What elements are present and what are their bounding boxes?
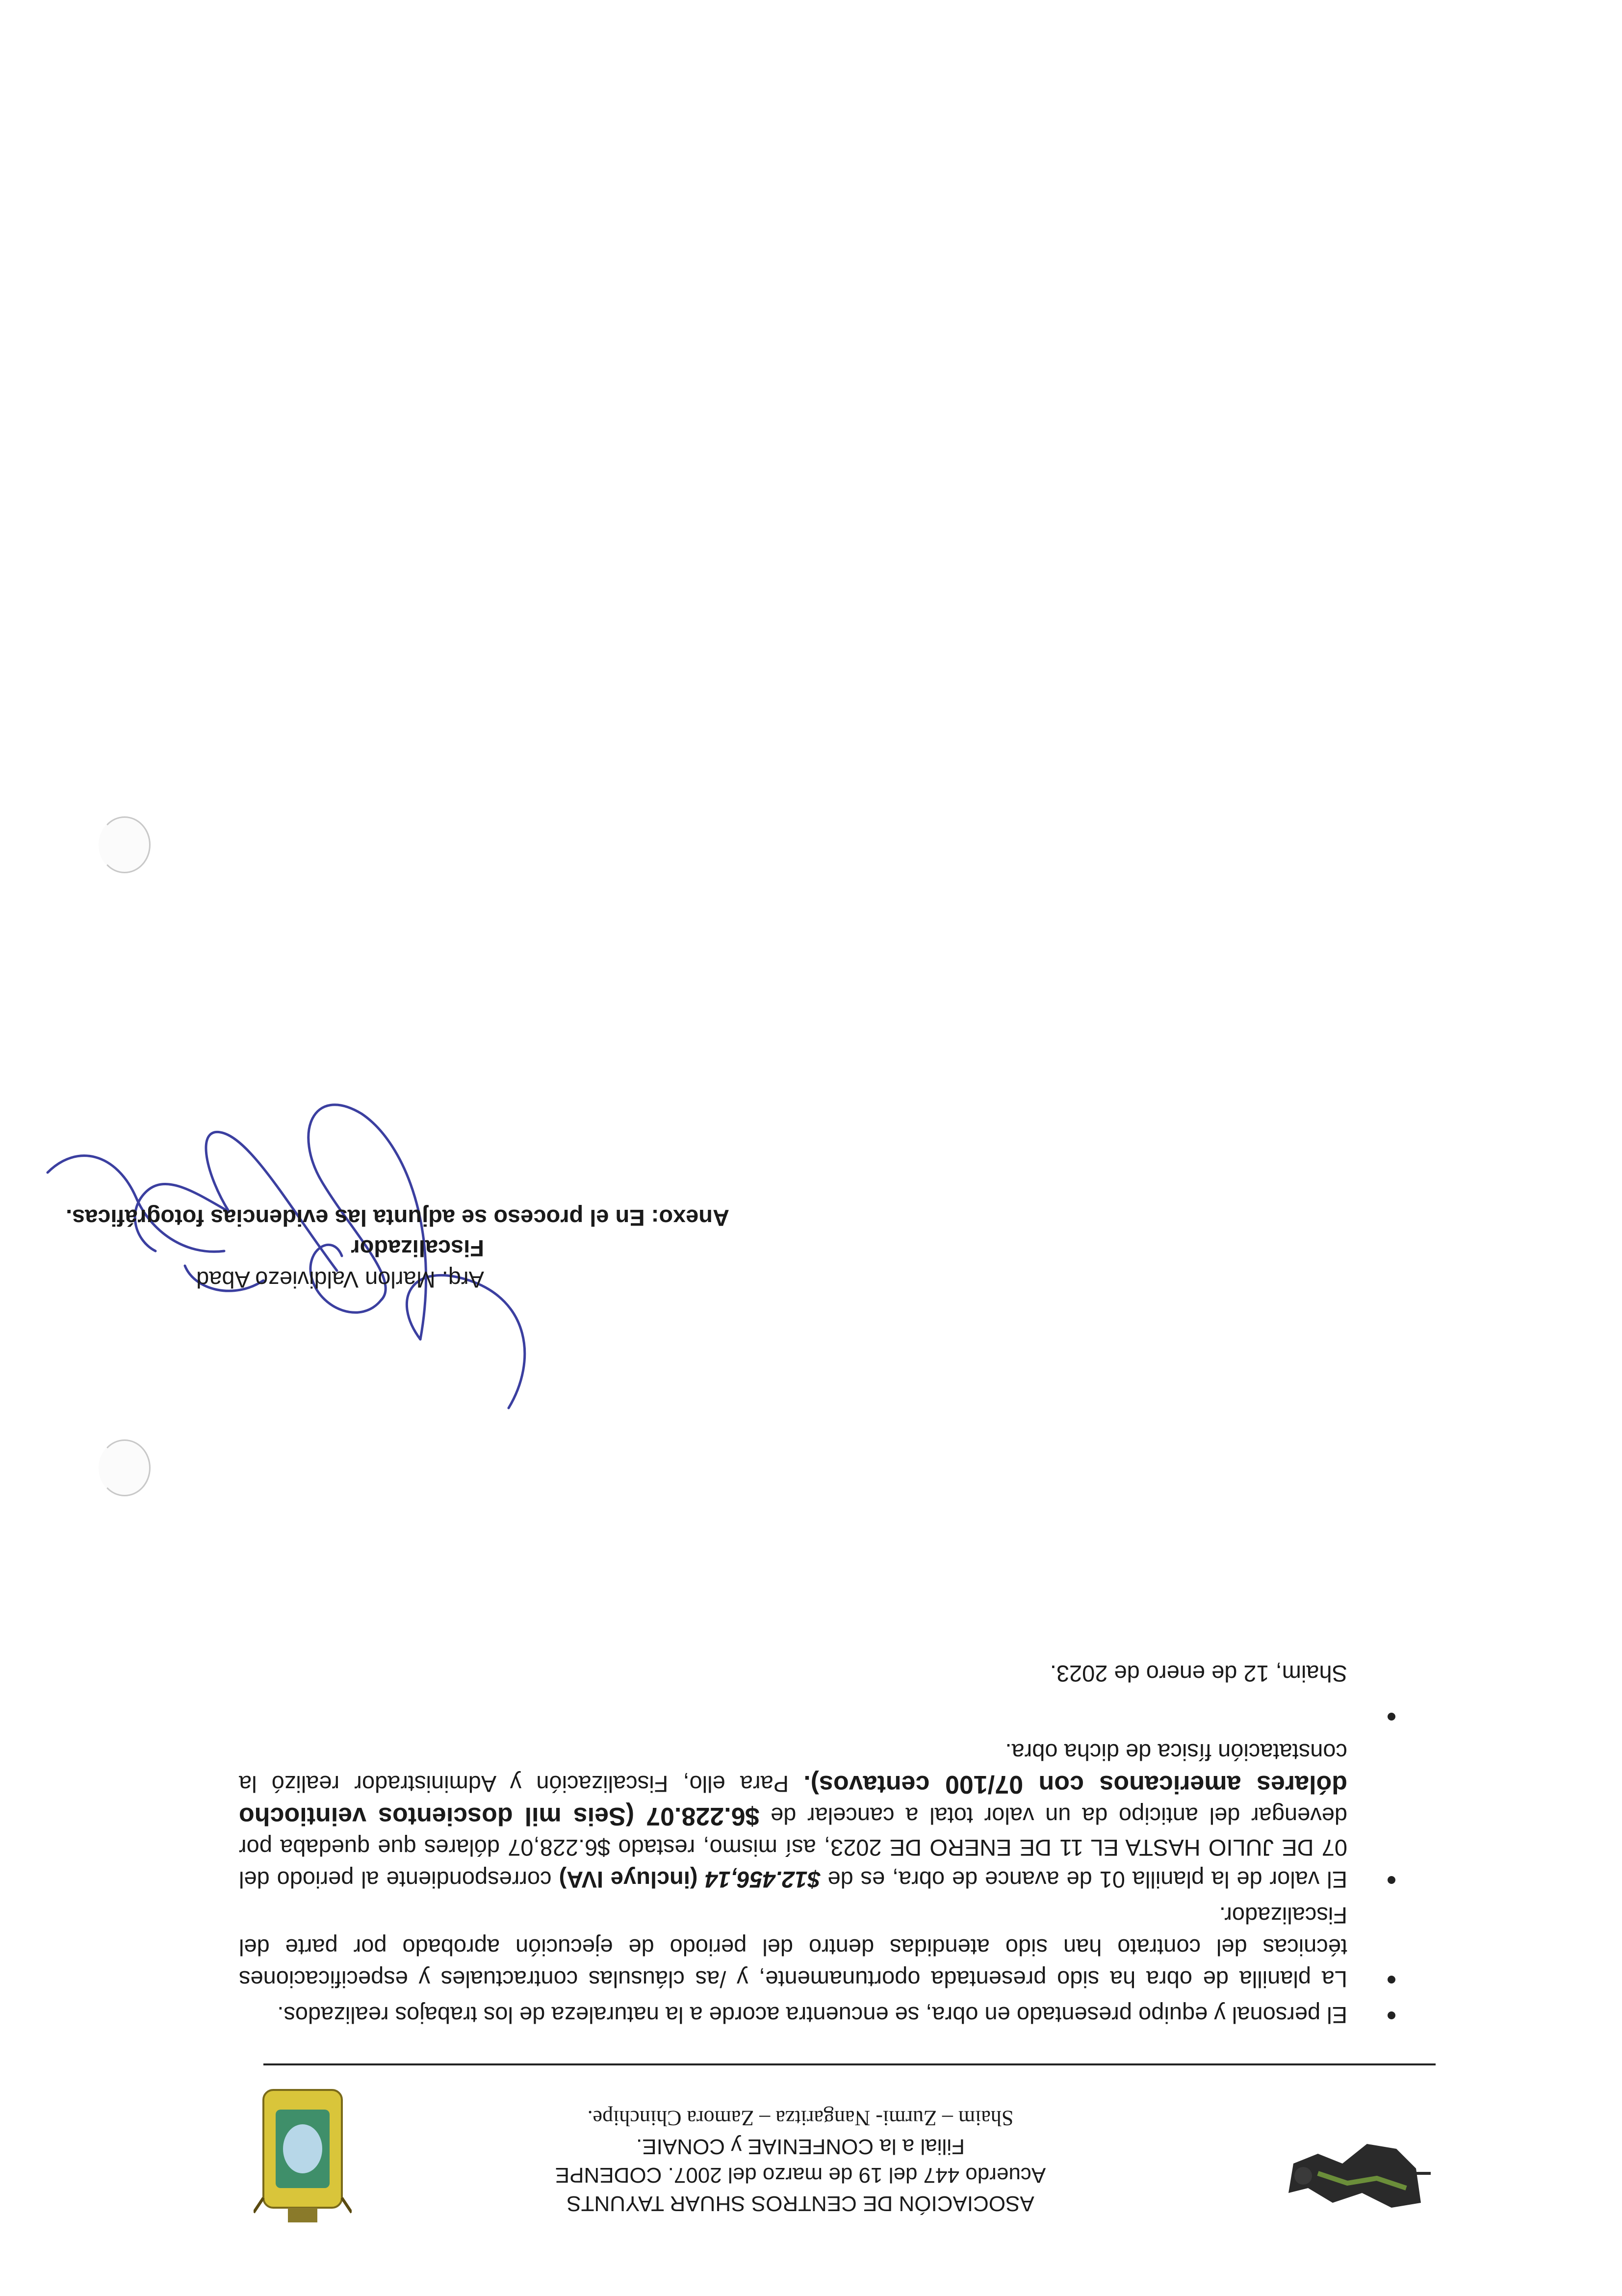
letterhead — [518, 2104, 1082, 2218]
place-and-date: Shaim, 12 de enero de 2023. — [1050, 1661, 1347, 1687]
signer-name: Arq. Marlon Valdiviezo Abad — [196, 1267, 484, 1293]
organization-name: ASOCIACIÓN DE CENTROS SHUAR TAYUNTS — [566, 2192, 1034, 2216]
signer-role: Fiscalizador — [351, 1235, 484, 1261]
list-item: La planilla de obra ha sido presentada oportunamente, y /as cláusulas contractuales y especificaciones técnicas del contrato han sido atendidas dentro del periodo de ejecución aprobado por parte del Fiscalizador. — [239, 1900, 1406, 1995]
letter-body — [239, 1658, 1406, 2031]
total-amount: $6.228.07 (Seis mil doscientos veintiocho dólares americanos con 07/100 centavos). — [239, 1770, 1347, 1830]
signer-block — [0, 1232, 484, 1295]
list-item — [239, 1700, 1406, 1732]
findings-list — [239, 1700, 1406, 2031]
affiliation-line: Filial a la CONFENIAE y CONAIE. — [636, 2135, 965, 2159]
header-divider — [263, 2063, 1436, 2065]
annex-note: Anexo: En el proceso se adjunta las evidencias fotográficas. — [66, 1205, 729, 1231]
list-item: El valor de la planilla 01 de avance de obra, es de $12.456,14 (incluye IVA) correspondiente al periodo del 07 DE JULIO HASTA EL 11 DE ENERO DE 2023, así mismo, restado $6.228,07 dólares que quedaba por devengar del anticipo da un valor total a cancelar de $6.228.07 (Seis mil doscientos veintiocho dólares americanos con 07/100 centavos). Para ello, Fiscalización y Administrador realizó la constatación física de dicha obra. — [239, 1736, 1406, 1896]
location-line: Shaim – Zurmi- Nangaritza – Zamora Chinchipe. — [587, 2106, 1014, 2130]
planilla-amount: $12.456,14 — [705, 1867, 821, 1893]
list-item: El personal y equipo presentado en obra, se encuentra acorde a la naturaleza de los trabajos realizados. — [239, 1999, 1406, 2031]
coat-of-arms-logo — [254, 2070, 352, 2227]
punch-hole — [99, 816, 151, 873]
agreement-line: Acuerdo 447 del 19 de marzo del 2007. CODENPE — [555, 2163, 1046, 2187]
association-logo — [1274, 2124, 1436, 2222]
